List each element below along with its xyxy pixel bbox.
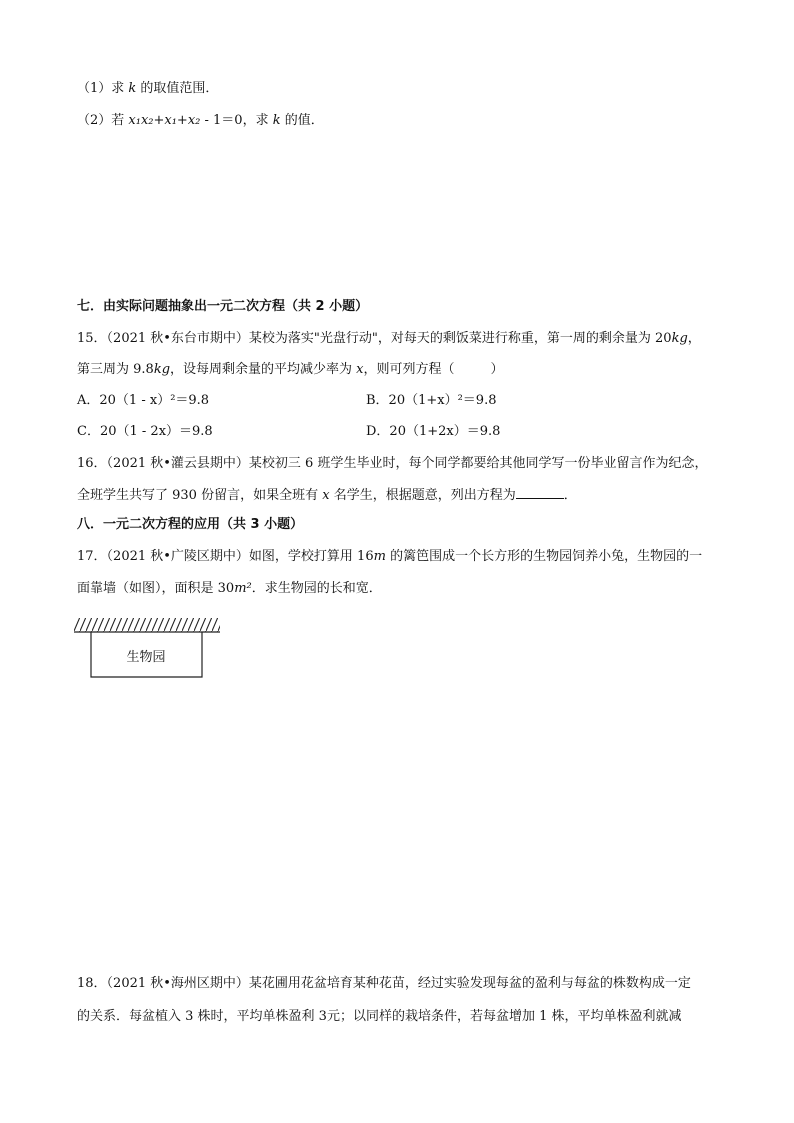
q17-line1: 17．（2021 秋•广陵区期中）如图，学校打算用 16m 的篱笆围成一个长方形的生物园饲养小兔，生物园的一	[77, 549, 703, 564]
q15-option-a: A．20（1 - x）²＝9.8	[77, 393, 210, 408]
section-8-title: 八．一元二次方程的应用（共 3 小题）	[77, 517, 304, 532]
q15-option-d: D．20（1+2x）＝9.8	[366, 424, 501, 439]
q15-option-b: B．20（1+x）²＝9.8	[366, 393, 497, 408]
q15-line1: 15．（2021 秋•东台市期中）某校为落实"光盘行动"，对每天的剩饭菜进行称重，第一周的剩余量为 20kg，	[77, 331, 701, 346]
garden-label: 生物园	[126, 650, 166, 665]
q16-line2: 全班学生共写了 930 份留言，如果全班有 x 名学生，根据题意，列出方程为 ．	[77, 488, 577, 503]
q16-line1: 16．（2021 秋•灌云县期中）某校初三 6 班学生毕业时，每个同学都要给其他同学写一份毕业留言作为纪念，	[77, 456, 708, 471]
q14-part2: （2）若 x₁x₂+x₁+x₂ - 1＝0，求 k 的值．	[77, 113, 324, 128]
q18-line2: 的关系．每盆植入 3 株时，平均单株盈利 3元；以同样的栽培条件，若每盆增加 1 株，平均单株盈利就减	[77, 1009, 682, 1024]
q17-line2: 面靠墙（如图），面积是 30m²．求生物园的长和宽．	[77, 581, 382, 596]
section-7-title: 七．由实际问题抽象出一元二次方程（共 2 小题）	[77, 299, 369, 314]
q15-line2: 第三周为 9.8kg，设每周剩余量的平均减少率为 x，则可列方程（ ）	[77, 362, 504, 377]
q18-line1: 18．（2021 秋•海州区期中）某花圃用花盆培育某种花苗，经过实验发现每盆的盈利与每盆的株数构成一定	[77, 976, 691, 991]
q15-option-c: C．20（1 - 2x）＝9.8	[77, 424, 213, 439]
q14-part1: （1）求 k 的取值范围．	[77, 81, 219, 96]
garden-figure	[74, 617, 220, 679]
wall-hatching	[74, 618, 220, 632]
answer-blank	[516, 486, 564, 499]
